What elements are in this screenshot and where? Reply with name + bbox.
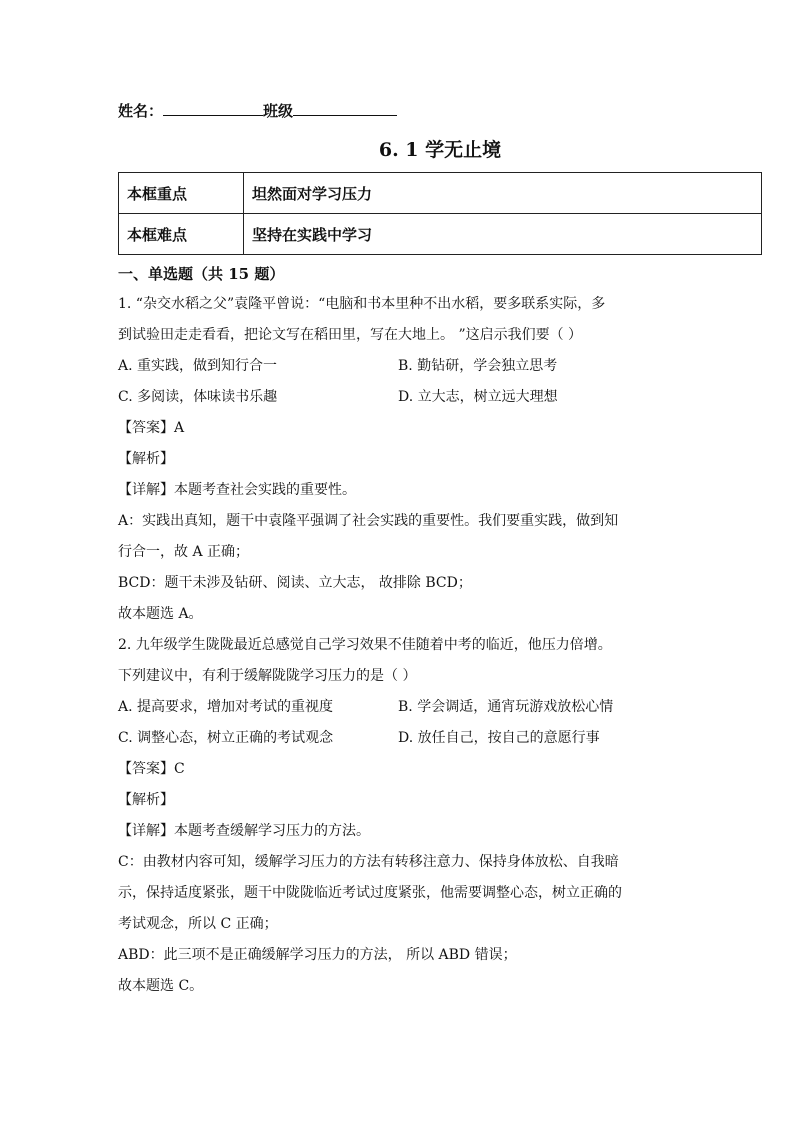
- option-b: B. 学会调适，通宵玩游戏放松心情: [398, 699, 614, 715]
- name-label: 姓名：: [118, 102, 164, 120]
- option-c: C. 调整心态，树立正确的考试观念: [118, 730, 334, 746]
- key-point-value: 坦然面对学习压力: [244, 173, 762, 214]
- detail-line: 【详解】本题考查缓解学习压力的方法。: [118, 823, 370, 839]
- name-blank[interactable]: [163, 99, 263, 116]
- options-row: [118, 351, 762, 382]
- section-heading: 一、单选题（共 15 题）: [118, 265, 285, 283]
- options-row: [118, 382, 762, 413]
- difficult-point-label: 本框难点: [119, 214, 244, 255]
- detail-line: 考试观念，所以 C 正确；: [118, 916, 278, 932]
- table-row: [119, 173, 762, 214]
- document-page: [118, 98, 762, 1002]
- option-a: A. 重实践，做到知行合一: [118, 358, 278, 374]
- question-stem-line: 2. 九年级学生陇陇最近总感觉自己学习效果不佳随着中考的临近，他压力倍增。: [118, 637, 612, 653]
- detail-line: 故本题选 A。: [118, 606, 203, 622]
- question-stem-line: 下列建议中，有利于缓解陇陇学习压力的是（ ）: [118, 668, 417, 684]
- class-blank[interactable]: [293, 99, 397, 116]
- option-c: C. 多阅读，体味读书乐趣: [118, 389, 278, 405]
- question-1: [118, 289, 762, 630]
- page-title: 6. 1 学无止境: [378, 139, 502, 161]
- detail-line: C：由教材内容可知，缓解学习压力的方法有转移注意力、保持身体放松、自我暗: [118, 854, 619, 870]
- answer-line: 【答案】A: [118, 420, 185, 436]
- detail-line: A：实践出真知，题干中袁隆平强调了社会实践的重要性。我们要重实践，做到知: [118, 513, 619, 529]
- options-row: [118, 692, 762, 723]
- option-d: D. 放任自己，按自己的意愿行事: [398, 730, 600, 746]
- answer-line: 【答案】C: [118, 761, 185, 777]
- class-label: 班级: [263, 102, 294, 120]
- difficult-point-value: 坚持在实践中学习: [244, 214, 762, 255]
- question-stem-line: 1. “杂交水稻之父”袁隆平曾说：“电脑和书本里种不出水稻，要多联系实际，多: [118, 296, 606, 312]
- detail-line: BCD：题干未涉及钻研、阅读、立大志， 故排除 BCD；: [118, 575, 472, 591]
- detail-line: 行合一，故 A 正确；: [118, 544, 250, 560]
- options-row: [118, 723, 762, 754]
- detail-line: 示，保持适度紧张，题干中陇陇临近考试过度紧张，他需要调整心态，树立正确的: [118, 885, 622, 901]
- question-2: [118, 630, 762, 1002]
- analysis-label: 【解析】: [118, 792, 174, 808]
- table-row: [119, 214, 762, 255]
- option-b: B. 勤钻研，学会独立思考: [398, 358, 558, 374]
- key-point-label: 本框重点: [119, 173, 244, 214]
- option-d: D. 立大志，树立远大理想: [398, 389, 558, 405]
- question-stem-line: 到试验田走走看看，把论文写在稻田里，写在大地上。 ”这启示我们要（ ）: [118, 327, 583, 343]
- detail-line: 【详解】本题考查社会实践的重要性。: [118, 482, 356, 498]
- student-info-line: [118, 98, 762, 124]
- detail-line: 故本题选 C。: [118, 978, 204, 994]
- analysis-label: 【解析】: [118, 451, 174, 467]
- focus-table: [118, 172, 762, 255]
- option-a: A. 提高要求，增加对考试的重视度: [118, 699, 334, 715]
- detail-line: ABD：此三项不是正确缓解学习压力的方法， 所以 ABD 错误；: [118, 947, 517, 963]
